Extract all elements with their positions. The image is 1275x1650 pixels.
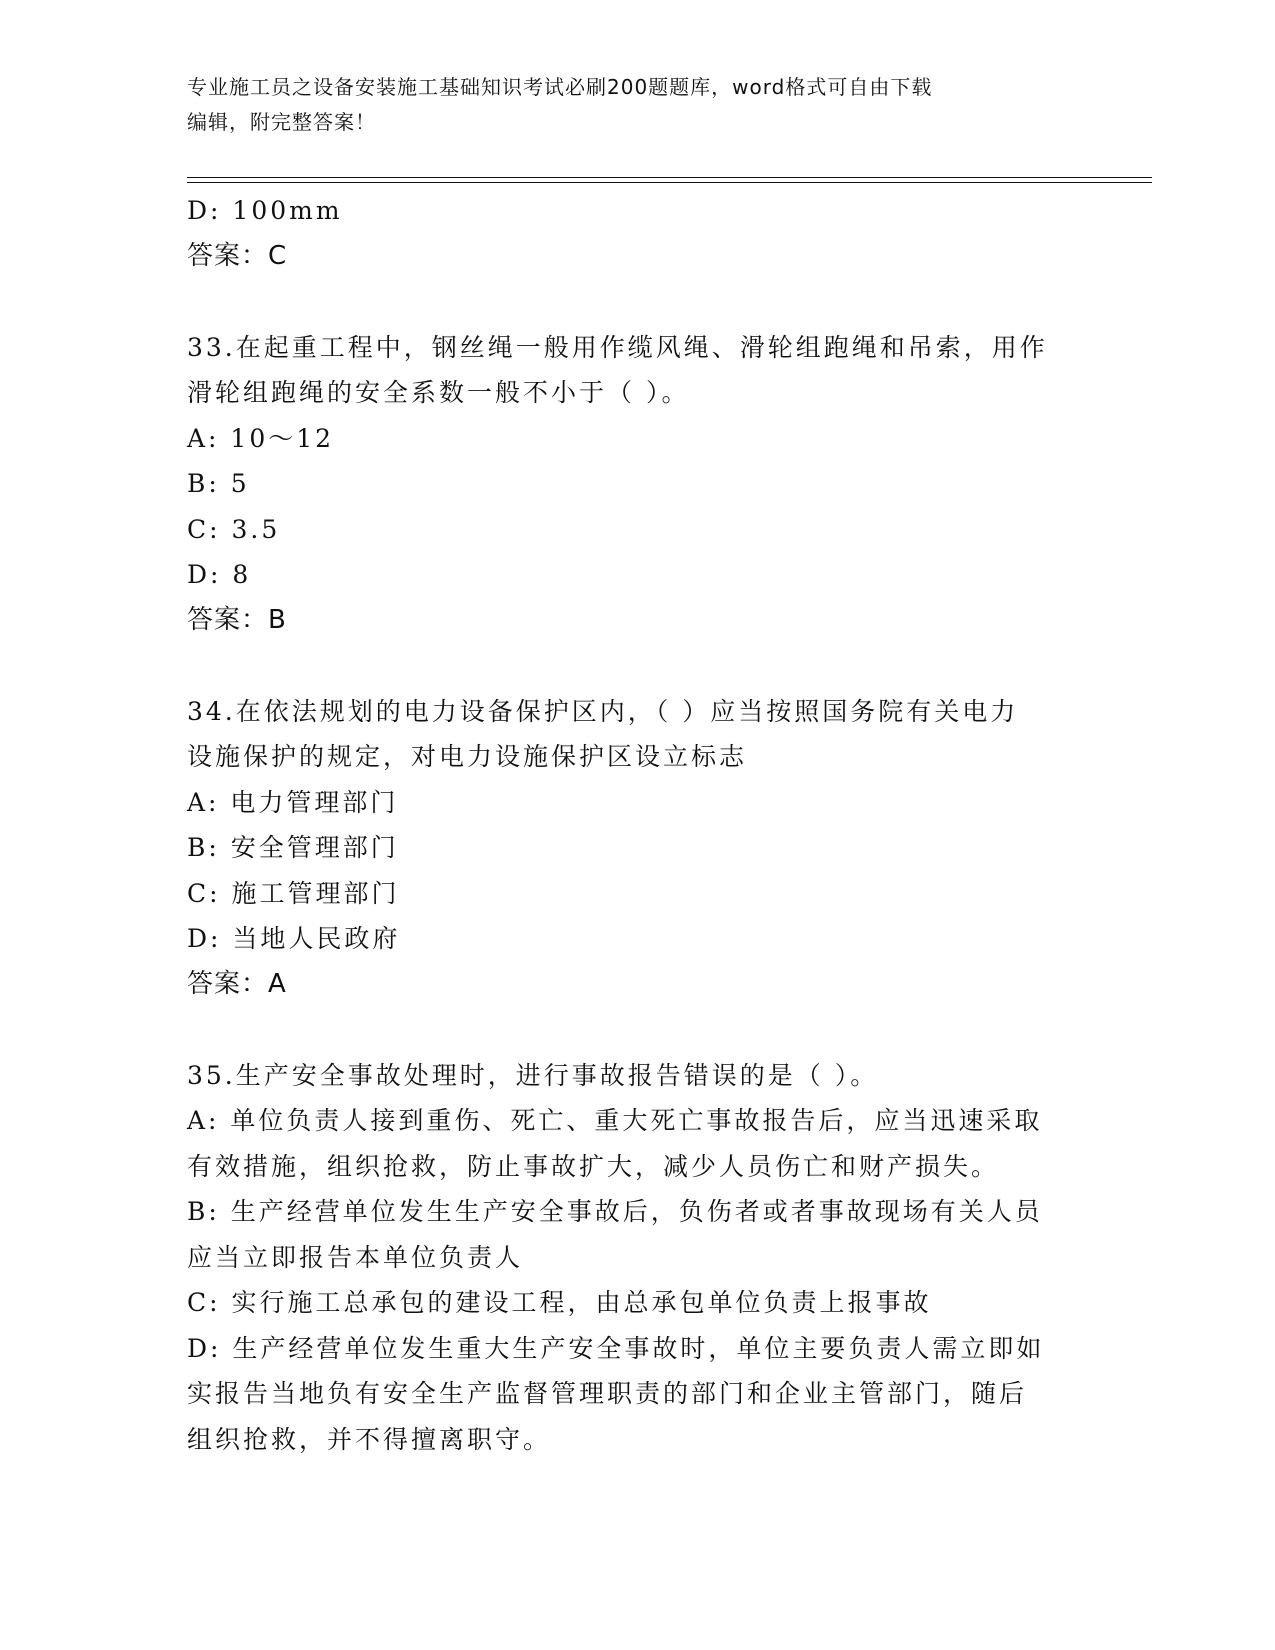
question-35-option-b-2: 应当立即报告本单位负责人 [187,1242,524,1272]
question-35 [187,1053,1087,1463]
question-33-option-d: D: 8 [187,560,252,589]
question-34-option-b: B: 安全管理部门 [187,833,399,862]
question-35-option-d-3: 组织抢救，并不得擅离职守。 [187,1424,552,1454]
question-34-option-a: A: 电力管理部门 [187,787,399,817]
question-35-option-a-2: 有效措施，组织抢救，防止事故扩大，减少人员伤亡和财产损失。 [187,1151,1000,1181]
question-33-option-a: A: 10～12 [187,423,335,453]
header-line-1: 专业施工员之设备安装施工基础知识考试必刷200题题库，word格式可自由下载 [187,75,933,99]
header-line-2: 编辑，附完整答案！ [187,110,376,134]
document-body [187,188,1087,1462]
spacer [187,643,1087,689]
question-35-option-d-1: D: 生产经营单位发生重大生产安全事故时，单位主要负责人需立即如 [187,1333,1045,1363]
question-35-option-b-1: B: 生产经营单位发生生产安全事故后，负伤者或者事故现场有关人员 [187,1197,1043,1226]
question-33 [187,325,1087,644]
question-33-option-c: C: 3.5 [187,514,281,544]
question-33-answer: 答案：B [187,604,287,635]
prev-answer: 答案：C [187,240,288,271]
question-33-option-b: B: 5 [187,469,250,498]
question-33-stem-2: 滑轮组跑绳的安全系数一般不小于（ ）。 [187,378,690,407]
question-34-stem-1: 34.在依法规划的电力设备保护区内，（ ）应当按照国务院有关电力 [187,696,1019,726]
question-34-option-d: D: 当地人民政府 [187,924,401,953]
document-header [187,70,1067,140]
question-34-option-c: C: 施工管理部门 [187,878,400,908]
question-33-stem-1: 33.在起重工程中，钢丝绳一般用作缆风绳、滑轮组跑绳和吊索，用作 [187,332,1048,362]
question-34-answer: 答案：A [187,968,287,999]
question-35-stem: 35.生产安全事故处理时，进行事故报告错误的是（ ）。 [187,1060,879,1090]
prev-option-d: D: 100mm [187,196,343,225]
header-divider-top [187,177,1152,178]
question-35-option-c: C: 实行施工总承包的建设工程，由总承包单位负责上报事故 [187,1288,932,1317]
question-35-option-d-2: 实报告当地负有安全生产监督管理职责的部门和企业主管部门，随后 [187,1379,1028,1408]
question-34-stem-2: 设施保护的规定，对电力设施保护区设立标志 [187,742,748,771]
spacer [187,279,1087,325]
question-34 [187,689,1087,1008]
question-35-option-a-1: A: 单位负责人接到重伤、死亡、重大死亡事故报告后，应当迅速采取 [187,1106,1043,1135]
header-divider-bottom [187,182,1152,183]
spacer [187,1007,1087,1053]
